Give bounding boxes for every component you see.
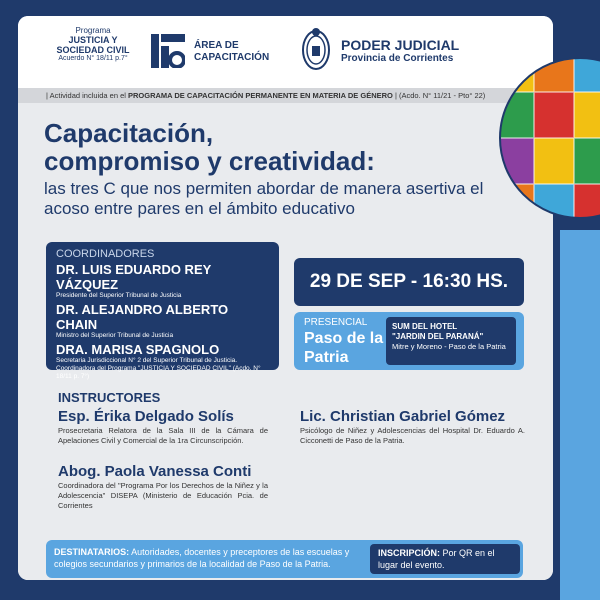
title-line2: compromiso y creatividad: (44, 146, 375, 176)
area-line2: CAPACITACIÓN (194, 52, 270, 63)
event-city: Paso de la Patria (304, 330, 384, 366)
inscripcion-text: Por QR en el lugar del evento. (378, 548, 495, 570)
poder-judicial-name: PODER JUDICIAL (341, 37, 460, 53)
destinatarios-text: Autoridades, docentes y preceptores de las escuelas y colegios secundarios y primarios de la localidad de Paso de la Patria. (54, 547, 350, 569)
poder-judicial-sub: Provincia de Corrientes (341, 53, 454, 64)
program-line3: SOCIEDAD CIVIL (56, 45, 130, 55)
instructor-name: Abog. Paola Vanessa Conti (58, 463, 252, 480)
header (18, 16, 553, 88)
coordinator-name: DR. ALEJANDRO ALBERTO CHAIN (56, 302, 229, 332)
area-capacitacion-text (194, 40, 269, 64)
inscripcion-label: INSCRIPCIÓN: (378, 548, 441, 558)
destinatarios-label: DESTINATARIOS: (54, 547, 130, 557)
area-capacitacion-logo-icon (151, 34, 185, 68)
coordinator-role: Secretaria Jurisdiccional N° 2 del Superior Tribunal de Justicia. Coordinadora del Programa "JUSTICIA Y SOCIEDAD CIVIL" (Acdo. N° 18/11 p. 7°) (56, 357, 261, 380)
program-line1: Programa (75, 26, 111, 35)
instructor-item (300, 408, 525, 446)
hotel-address: Mitre y Moreno - Paso de la Patria (392, 342, 506, 351)
frame-accent (560, 230, 600, 600)
inscripcion-box (370, 544, 520, 574)
program-line4: Acuerdo N° 18/11 p.7° (58, 55, 128, 62)
instructor-name: Esp. Érika Delgado Solís (58, 408, 234, 425)
title-line1: Capacitación, (44, 118, 214, 148)
strip-bold: PROGRAMA DE CAPACITACIÓN PERMANENTE EN MATERIA DE GÉNERO (128, 91, 393, 100)
instructors-heading: INSTRUCTORES (58, 390, 161, 405)
coordinators-panel (46, 242, 279, 380)
subtitle: las tres C que nos permiten abordar de manera asertiva el acoso entre pares en el ámbito educativo (44, 179, 484, 218)
coordinator-name: DR. LUIS EDUARDO REY VÁZQUEZ (56, 262, 212, 292)
hotel-line1: SUM DEL HOTEL (392, 322, 458, 331)
program-logo-text (48, 26, 138, 62)
poder-judicial-text (341, 38, 459, 64)
poder-judicial-seal-icon (301, 26, 331, 72)
strip-pre: | Actividad incluida en el (46, 91, 128, 100)
instructor-desc: Coordinadora del "Programa Por los Derechos de la Niñez y la Adolescencia" DISEPA (Ministerio de Educación Pcia. de Corrientes (58, 481, 268, 510)
instructor-desc: Prosecretaria Relatora de la Sala III de la Cámara de Apelaciones Civil y Comercial de la 1ra Circunscripción. (58, 426, 268, 445)
main-body (18, 103, 553, 580)
coordinators-heading: COORDINADORES (56, 248, 155, 260)
hotel-line2: "JARDIN DEL PARANÁ" (392, 332, 484, 341)
coordinator-name: DRA. MARISA SPAGNOLO (56, 342, 220, 357)
puzzle-globe-icon (494, 46, 600, 230)
coordinator-role: Presidente del Superior Tribunal de Justicia (56, 292, 182, 299)
hotel-box (386, 317, 516, 365)
strip-post: | (Acdo. N° 11/21 - Pto° 22) (392, 91, 486, 100)
event-mode: PRESENCIAL (304, 317, 368, 328)
coordinator-role: Ministro del Superior Tribunal de Justicia (56, 332, 174, 339)
program-line2: JUSTICIA Y (68, 35, 118, 45)
instructor-item (58, 463, 268, 511)
venue-panel (294, 312, 524, 370)
instructor-item (58, 408, 268, 446)
program-strip (18, 88, 553, 103)
area-line1: ÁREA DE (194, 40, 239, 51)
flyer-card (18, 16, 553, 580)
event-datetime: 29 DE SEP - 16:30 HS. (294, 258, 524, 306)
instructor-name: Lic. Christian Gabriel Gómez (300, 408, 506, 425)
instructor-desc: Psicólogo de Niñez y Adolescencias del Hospital Dr. Eduardo A. Cicconetti de Paso de la Patria. (300, 426, 525, 445)
